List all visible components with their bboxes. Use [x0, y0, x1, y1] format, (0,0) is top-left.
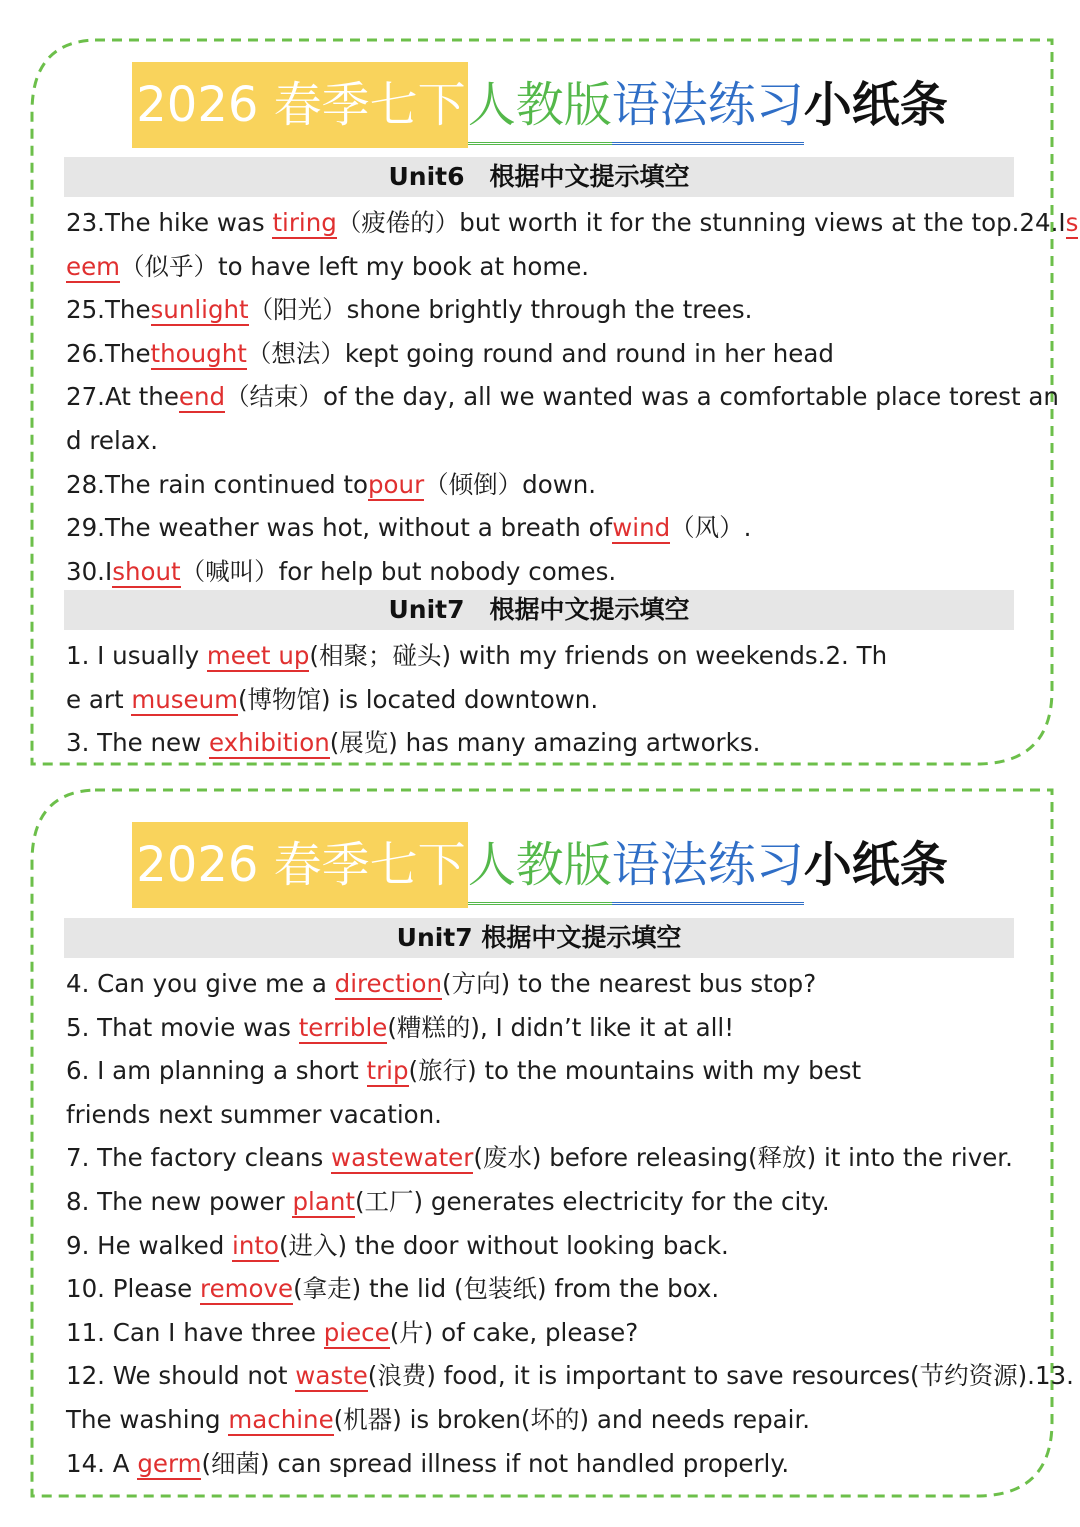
sentence-text: 8. The new power: [66, 1187, 293, 1216]
exercise-line: [66, 1226, 1016, 1266]
sentence-text: 25.The: [66, 295, 151, 325]
answer-word: museum: [131, 684, 238, 714]
answer-word: tiring: [272, 208, 337, 237]
answer-word: wastewater: [331, 1143, 474, 1173]
sentence-text: (细菌) can spread illness if not handled properly.: [201, 1448, 790, 1478]
sentence-text: 9. He walked: [66, 1230, 233, 1260]
title-edition: 人教版: [468, 68, 612, 145]
sentence-text: 11. Can I have three: [66, 1317, 324, 1347]
section-heading-unit6: Unit6 根据中文提示填空: [64, 157, 1014, 197]
sentence-text: (方向) to the nearest bus stop?: [442, 969, 817, 998]
title-edition: 人教版: [468, 828, 612, 905]
sentence-text: (废水) before releasing(释放) it into the river.: [473, 1143, 1013, 1173]
sentence-text: （似乎）to have left my book at home.: [120, 251, 590, 281]
title-year-season: 2026 春季七下: [132, 62, 467, 148]
sentence-text: 4. Can you give me a: [66, 969, 335, 998]
sentence-text: The washing: [66, 1405, 229, 1434]
title-note: 小纸条: [803, 77, 948, 133]
exercise-line: [66, 1269, 1016, 1309]
answer-word: pour: [368, 469, 425, 499]
sentence-text: 29.The weather was hot, without a breath of: [66, 513, 613, 543]
sentence-text: (拿走) the lid (包装纸) from the box.: [293, 1274, 720, 1304]
answer-word: into: [232, 1230, 279, 1260]
sentence-text: 1. I usually: [66, 641, 207, 670]
sentence-text: (博物馆) is located downtown.: [237, 684, 599, 714]
sentence-text: friends next summer vacation.: [66, 1099, 442, 1129]
sentence-text: 30.I: [66, 556, 113, 586]
answer-word: sunlight: [150, 295, 249, 325]
exercise-line: [66, 1313, 1016, 1353]
sentence-text: 7. The factory cleans: [66, 1143, 332, 1173]
exercise-line: [66, 1444, 1016, 1484]
sentence-text: 6. I am planning a short: [66, 1056, 367, 1086]
exercise-line: [66, 1400, 1016, 1440]
exercise-line: [66, 1138, 1016, 1178]
exercise-line: [66, 1356, 1074, 1396]
sentence-text: （结束）of the day, all we wanted was a comfortable place torest an: [225, 382, 1059, 412]
sentence-text: （倾倒）down.: [424, 469, 597, 499]
answer-word: remove: [200, 1274, 294, 1304]
answer-word: piece: [323, 1317, 390, 1347]
sentence-text: (展览) has many amazing artworks.: [329, 728, 761, 758]
sentence-text: （想法）kept going round and round in her head: [246, 338, 834, 368]
answer-word: eem: [66, 251, 121, 281]
sentence-text: 3. The new: [66, 728, 209, 758]
answer-word: machine: [228, 1405, 334, 1434]
answer-word: plant: [292, 1187, 355, 1216]
sentence-text: e art: [66, 684, 132, 714]
sentence-text: （疲倦的）but worth it for the stunning views at the top.24.I: [336, 208, 1066, 237]
sentence-text: (工厂) generates electricity for the city.: [354, 1187, 830, 1216]
card-title: [0, 822, 1080, 908]
answer-word: wind: [612, 513, 671, 543]
sentence-text: （喊叫）for help but nobody comes.: [180, 556, 617, 586]
answer-word: germ: [137, 1448, 202, 1478]
sentence-text: (相聚；碰头) with my friends on weekends.2. Th: [309, 641, 888, 670]
sentence-text: 26.The: [66, 338, 151, 368]
answer-word: s: [1065, 208, 1079, 237]
sentence-text: 14. A: [66, 1448, 138, 1478]
sentence-text: (浪费) food, it is important to save resources(节约资源).13.: [367, 1361, 1074, 1391]
sentence-text: 5. That movie was: [66, 1012, 299, 1042]
answer-word: end: [178, 382, 226, 412]
sentence-text: (糟糕的), I didn’t like it at all!: [387, 1012, 735, 1042]
exercise-line: [66, 964, 1016, 1004]
title-grammar-practice: 语法练习: [612, 68, 804, 145]
sentence-text: （风）.: [670, 513, 752, 543]
title-grammar-practice: 语法练习: [612, 828, 804, 905]
answer-word: thought: [150, 338, 247, 368]
answer-word: exhibition: [208, 728, 330, 758]
answer-word: direction: [334, 969, 443, 998]
sentence-text: (旅行) to the mountains with my best: [408, 1056, 862, 1086]
title-note: 小纸条: [803, 837, 948, 893]
sentence-text: 28.The rain continued to: [66, 469, 368, 499]
sentence-text: 27.At the: [66, 382, 179, 412]
answer-word: waste: [295, 1361, 368, 1391]
exercise-line: [66, 1051, 1016, 1091]
section-heading-unit7: Unit7 根据中文提示填空: [64, 590, 1014, 630]
answer-word: meet up: [206, 641, 310, 670]
sentence-text: 12. We should not: [66, 1361, 296, 1391]
sentence-text: (进入) the door without looking back.: [278, 1230, 729, 1260]
exercise-line: [66, 1182, 1016, 1222]
answer-word: trip: [366, 1056, 409, 1086]
sentence-text: (片) of cake, please?: [389, 1317, 639, 1347]
title-year-season: 2026 春季七下: [132, 822, 467, 908]
answer-word: terrible: [298, 1012, 388, 1042]
section-heading-unit7: Unit7 根据中文提示填空: [64, 918, 1014, 958]
sentence-text: 23.The hike was: [66, 208, 273, 237]
sentence-text: d relax.: [66, 426, 159, 455]
exercise-line: [66, 1008, 1016, 1048]
answer-word: shout: [112, 556, 181, 586]
sentence-text: （阳光）shone brightly through the trees.: [248, 295, 753, 325]
sentence-text: (机器) is broken(坏的) and needs repair.: [333, 1405, 811, 1434]
sentence-text: 10. Please: [66, 1274, 201, 1304]
exercise-line: [66, 1095, 1016, 1135]
